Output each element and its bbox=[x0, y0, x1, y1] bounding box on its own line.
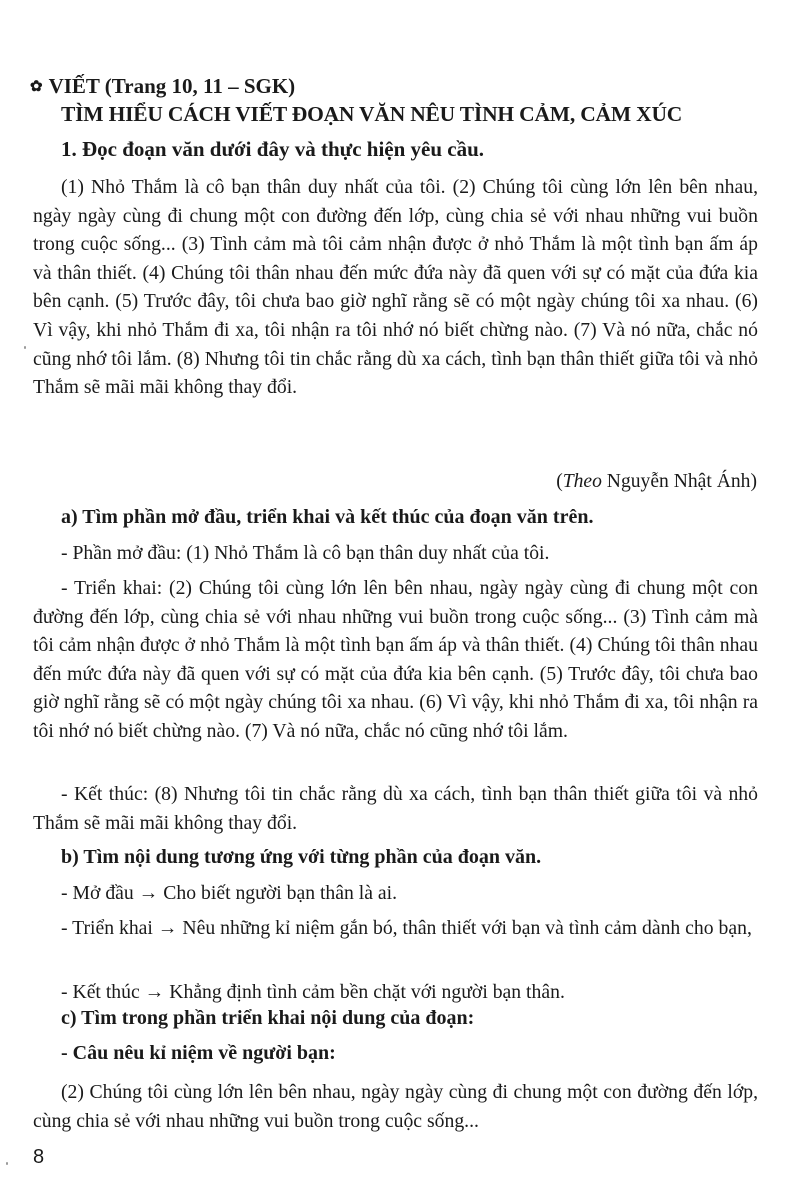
scan-speck bbox=[24, 346, 26, 349]
section-title-text: VIẾT (Trang 10, 11 – SGK) bbox=[48, 74, 296, 98]
passage-text: (1) Nhỏ Thắm là cô bạn thân duy nhất của tôi. (2) Chúng tôi cùng lớn lên bên nhau, ngày ngày cùng đi chung một con đường đến lớp, cùng chia sẻ với nhau những vui buồn trong cuộc sống... (3) Tình cảm mà tôi cảm nhận được ở nhỏ Thắm là một tình bạn ấm áp và thân thiết. (4) Chúng tôi thân nhau đến mức đứa này đã quen với sự có mặt của đứa kia bên cạnh. (5) Trước đây, tôi chưa bao giờ nghĩ rằng sẽ có một ngày chúng tôi xa nhau. (6) Vì vậy, khi nhỏ Thắm đi xa, tôi nhận ra tôi nhớ nó biết chừng nào. (7) Và nó nữa, chắc nó cũng nhớ tôi lắm. (8) Nhưng tôi tin chắc rằng dù xa cách, tình bạn thân thiết giữa tôi và nhỏ Thắm sẽ mãi mãi không thay đổi. bbox=[33, 176, 758, 399]
part-a-opening bbox=[33, 539, 758, 568]
question-1: 1. Đọc đoạn văn dưới đây và thực hiện yêu cầu. bbox=[61, 137, 485, 161]
part-b-body-text: - Triển khai → Nêu những kỉ niệm gắn bó, thân thiết với bạn và tình cảm dành cho bạn, bbox=[61, 917, 752, 939]
part-b-ending-text: - Kết thúc → Khẳng định tình cảm bền chặt với người bạn thân. bbox=[61, 981, 565, 1003]
lesson-heading: TÌM HIỂU CÁCH VIẾT ĐOẠN VĂN NÊU TÌNH CẢM, CẢM XÚC bbox=[61, 102, 683, 126]
source-author: Nguyễn Nhật Ánh) bbox=[601, 471, 757, 492]
part-c-answer-text: (2) Chúng tôi cùng lớn lên bên nhau, ngày ngày cùng đi chung một con đường đến lớp, cùng chia sẻ với nhau những vui buồn trong cuộc sống... bbox=[33, 1081, 758, 1132]
part-c-question: c) Tìm trong phần triển khai nội dung của đoạn: bbox=[61, 1007, 475, 1029]
part-b-opening bbox=[33, 879, 758, 908]
part-b-opening-text: - Mở đầu → Cho biết người bạn thân là ai. bbox=[61, 882, 398, 904]
part-a-ending bbox=[33, 780, 758, 837]
part-a-body bbox=[33, 574, 758, 746]
part-a-body-text: - Triển khai: (2) Chúng tôi cùng lớn lên bên nhau, ngày ngày cùng đi chung một con đường đến lớp, cùng chia sẻ với nhau những vui buồn trong cuộc sống... (3) Tình cảm mà tôi cảm nhận được ở nhỏ Thắm là một tình bạn ấm áp và thân thiết. (4) Chúng tôi thân nhau đến mức đứa này đã quen với sự có mặt của đứa kia bên cạnh. (5) Trước đây, tôi chưa bao giờ nghĩ rằng sẽ có một ngày chúng tôi xa nhau. (6) Vì vậy, khi nhỏ Thắm đi xa, tôi nhận ra tôi nhớ nó biết chừng nào. (7) Và nó nữa, chắc nó cũng nhớ tôi lắm. bbox=[33, 577, 758, 742]
part-b-body bbox=[33, 914, 758, 943]
part-a-ending-text: - Kết thúc: (8) Nhưng tôi tin chắc rằng dù xa cách, tình bạn thân thiết giữa tôi và nhỏ Thắm sẽ mãi mãi không thay đổi. bbox=[33, 783, 758, 834]
part-a-opening-text: - Phần mở đầu: (1) Nhỏ Thắm là cô bạn thân duy nhất của tôi. bbox=[61, 542, 550, 564]
page-number: 8 bbox=[33, 1146, 45, 1168]
part-b-question: b) Tìm nội dung tương ứng với từng phần của đoạn văn. bbox=[61, 846, 542, 868]
scan-speck bbox=[6, 1162, 8, 1165]
flower-bullet-icon: ✿ bbox=[30, 79, 43, 95]
section-title bbox=[30, 74, 295, 99]
part-b-ending bbox=[33, 978, 758, 1007]
passage-source bbox=[556, 471, 757, 493]
part-c-sub-question: - Câu nêu kỉ niệm về người bạn: bbox=[61, 1042, 336, 1064]
passage bbox=[33, 173, 758, 402]
source-open-paren: ( bbox=[556, 471, 563, 492]
part-a-question: a) Tìm phần mở đầu, triển khai và kết thúc của đoạn văn trên. bbox=[61, 506, 594, 528]
source-theo: Theo bbox=[562, 471, 602, 492]
part-c-answer bbox=[33, 1078, 758, 1135]
